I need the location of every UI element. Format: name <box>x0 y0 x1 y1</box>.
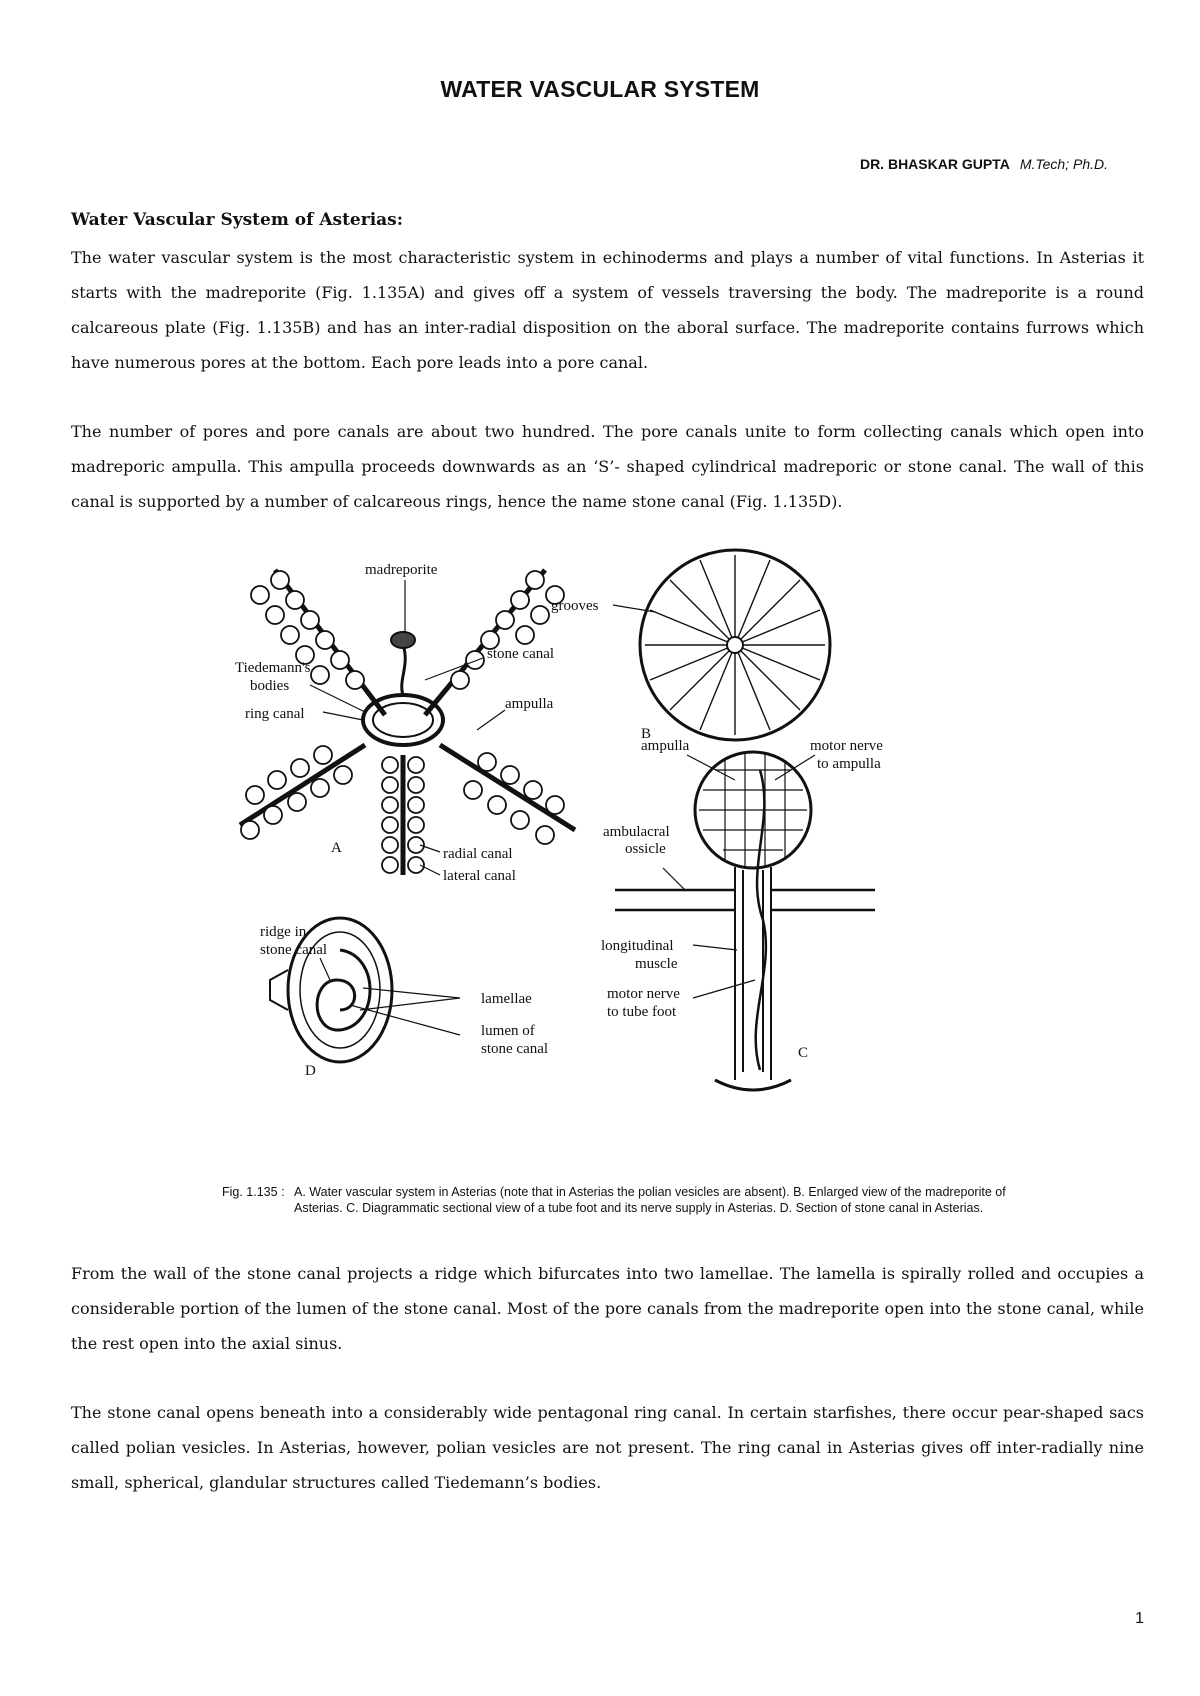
caption-body: A. Water vascular system in Asterias (note that in Asterias the polian vesicles are absent). B. Enlarged view of the madreporite of Asterias. C. Diagrammatic sectional view of a tube foot and its nerve supply in Asterias. D. Section of stone canal in Asterias. <box>294 1185 1006 1215</box>
panel-a-arms <box>240 570 575 875</box>
paragraph-2: The number of pores and pore canals are about two hundred. The pore canals unite to form collecting canals which open into madreporic ampulla. This ampulla proceeds downwards as an ‘S’- shaped cylindrical madreporic or stone canal. The wall of this canal is supported by a number of calcareous rings, hence the name stone canal (Fig. 1.135D). <box>71 422 1144 511</box>
paragraph-3: From the wall of the stone canal projects a ridge which bifurcates into two lamellae. The lamella is spirally rolled and occupies a considerable portion of the lumen of the stone canal. Most of the pore canals from the madreporite open into the stone canal, while the rest open into the axial sinus. <box>71 1264 1144 1353</box>
label-letter-a: A <box>331 840 342 856</box>
author-degrees: M.Tech; Ph.D. <box>1019 156 1108 172</box>
label-ossicle-1: ambulacral <box>603 824 670 840</box>
label-lateral-canal: lateral canal <box>443 868 516 884</box>
panel-b-madreporite <box>613 550 830 740</box>
author-line <box>860 156 1108 172</box>
label-tiedemann-2: bodies <box>250 678 290 694</box>
panel-a-leaders <box>310 580 505 875</box>
label-ridge-2: stone canal <box>260 942 328 958</box>
label-ridge-1: ridge in <box>260 924 307 940</box>
label-radial-canal: radial canal <box>443 846 513 862</box>
madreporite-shape <box>391 632 415 648</box>
label-stone-canal-a: stone canal <box>487 646 555 662</box>
label-ring-canal: ring canal <box>245 706 305 722</box>
caption-lead: Fig. 1.135 : <box>222 1185 285 1199</box>
figure-caption <box>222 1184 1007 1216</box>
label-lumen-1: lumen of <box>481 1023 535 1039</box>
label-lamellae: lamellae <box>481 991 532 1007</box>
author-name: DR. BHASKAR GUPTA <box>859 156 1010 172</box>
section-heading: Water Vascular System of Asterias: <box>71 210 404 230</box>
label-letter-b: B <box>641 726 652 742</box>
water-vascular-figure <box>215 540 1015 1170</box>
label-grooves: grooves <box>551 598 599 614</box>
label-tiedemann-1: Tiedemann's <box>235 660 311 676</box>
figure-drawing <box>215 540 1015 1170</box>
label-ampulla-a: ampulla <box>505 696 554 712</box>
label-motor-nerve-2: to ampulla <box>817 756 881 772</box>
page-number: 1 <box>1135 1610 1144 1627</box>
panel-c-tube-foot <box>615 752 875 1090</box>
label-longitudinal-1: longitudinal <box>601 938 674 954</box>
paragraph-4: The stone canal opens beneath into a considerably wide pentagonal ring canal. In certain starfishes, there occur pear-shaped sacs called polian vesicles. In Asterias, however, polian vesicles are not present. The ring canal in Asterias gives off inter-radially nine small, spherical, glandular structures called Tiedemann’s bodies. <box>71 1403 1144 1492</box>
label-tube-nerve-2: to tube foot <box>607 1004 677 1020</box>
page-title: WATER VASCULAR SYSTEM <box>440 76 760 102</box>
stone-canal-shape <box>402 645 406 695</box>
label-motor-nerve-1: motor nerve <box>810 738 883 754</box>
label-lumen-2: stone canal <box>481 1041 549 1057</box>
label-letter-c: C <box>798 1045 809 1061</box>
label-letter-d: D <box>305 1063 316 1079</box>
label-madreporite: madreporite <box>365 562 438 578</box>
paragraph-1: The water vascular system is the most characteristic system in echinoderms and plays a number of vital functions. In Asterias it starts with the madreporite (Fig. 1.135A) and gives off a system of vessels traversing the body. The madreporite is a round calcareous plate (Fig. 1.135B) and has an inter-radial disposition on the aboral surface. The madreporite contains furrows which have numerous pores at the bottom. Each pore leads into a pore canal. <box>71 248 1144 372</box>
label-ossicle-2: ossicle <box>625 841 666 857</box>
label-ampulla-c: ampulla <box>641 738 690 754</box>
label-tube-nerve-1: motor nerve <box>607 986 680 1002</box>
label-longitudinal-2: muscle <box>635 956 678 972</box>
